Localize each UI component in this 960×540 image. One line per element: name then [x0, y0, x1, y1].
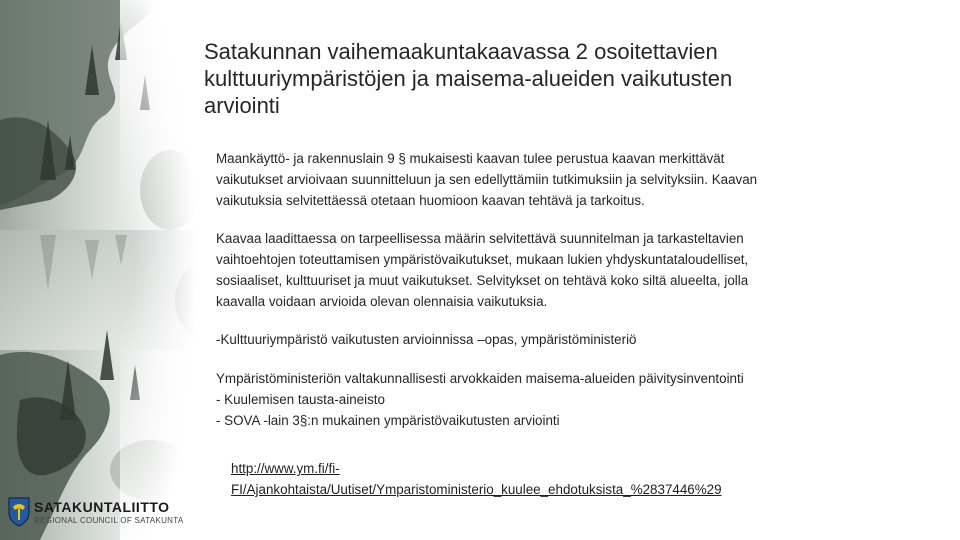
slide-title: [204, 38, 864, 119]
paragraph-line: Maankäyttö- ja rakennuslain 9 § mukaisesti kaavan tulee perustua kaavan merkittävät: [216, 151, 725, 166]
paragraph-line: vaikutukset arvioivaan suunnitteluun ja sen edellyttämiin tutkimuksiin ja selvityksiin. Kaavan: [216, 172, 758, 187]
paragraph-line: - Kuulemisen tausta-aineisto: [216, 392, 385, 407]
title-line: kulttuuriympäristöjen ja maisema-alueiden vaikutusten: [204, 66, 733, 91]
paragraph-ministry-inventory: [216, 368, 906, 431]
logo-subtitle: REGIONAL COUNCIL OF SATAKUNTA: [34, 516, 184, 525]
coat-of-arms-icon: [8, 497, 30, 527]
paragraph-line: sosiaaliset, kulttuuriset ja muut vaikutukset. Selvitykset on tehtävä koko siltä alueelta, jolla: [216, 273, 749, 288]
paragraph-guide-reference: [216, 329, 906, 350]
paragraph-line: kaavalla voidaan arvioida olevan olennaisia vaikutuksia.: [216, 294, 548, 309]
paragraph-line: -Kulttuuriympäristö vaikutusten arvioinnissa –opas, ympäristöministeriö: [216, 332, 637, 347]
paragraph-law-section-9: [216, 148, 906, 211]
satakuntaliitto-logo: [8, 497, 184, 533]
link-line[interactable]: http://www.ym.fi/fi-: [231, 461, 340, 476]
title-line: Satakunnan vaihemaakuntakaavassa 2 osoitettavien: [204, 39, 718, 64]
title-line: arviointi: [204, 93, 280, 118]
slide-body: [216, 148, 906, 448]
paragraph-line: vaihtoehtojen toteuttamisen ympäristövaikutukset, mukaan lukien yhdyskuntataloudelliset,: [216, 252, 749, 267]
paragraph-line: Ympäristöministeriön valtakunnallisesti arvokkaiden maisema-alueiden päivitysinventointi: [216, 371, 744, 386]
paragraph-environmental-impacts: [216, 228, 906, 312]
paragraph-line: vaikutuksia selvitettäessä otetaan huomioon kaavan tehtävä ja tarkoitus.: [216, 193, 645, 208]
link-line[interactable]: FI/Ajankohtaista/Uutiset/Ymparistoministerio_kuulee_ehdotuksista_%2837446%29: [231, 482, 722, 497]
logo-name: SATAKUNTALIITTO: [34, 499, 170, 515]
paragraph-line: - SOVA -lain 3§:n mukainen ympäristövaikutusten arviointi: [216, 413, 560, 428]
ministry-news-link[interactable]: [231, 458, 891, 500]
paragraph-line: Kaavaa laadittaessa on tarpeellisessa määrin selvitettävä suunnitelman ja tarkasteltavien: [216, 231, 744, 246]
